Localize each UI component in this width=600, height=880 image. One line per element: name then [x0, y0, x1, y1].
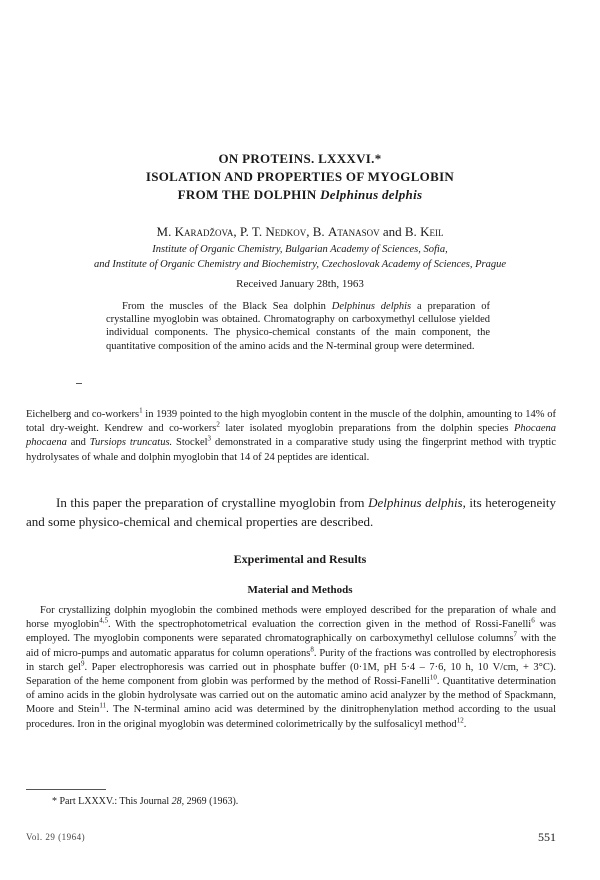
- author-2-surname: Nedkov: [265, 224, 307, 239]
- author-1-initial: M.: [156, 224, 175, 239]
- volume-label: Vol. 29 (1964): [26, 832, 86, 842]
- title-species: Delphinus delphis: [320, 187, 423, 202]
- page-number: 551: [538, 830, 556, 844]
- author-sep-1: , P. T.: [233, 224, 266, 239]
- footnote: * Part LXXXV.: This Journal 28, 2969 (1963).: [52, 796, 239, 807]
- author-3-surname: Atanasov: [327, 224, 380, 239]
- article-series-title: ON PROTEINS. LXXXVI.*: [218, 151, 382, 166]
- section-heading: Experimental and Results: [233, 552, 367, 566]
- footnote-rule: [26, 789, 106, 790]
- methods-paragraph: For crystallizing dolphin myoglobin the combined methods were employed described for the preparation of whale and horse myoglobin$^{4,5}$. With the spectrophotometrical evaluation the correction given in the method of Rossi-Fanelli$^6$ was employed. The myoglobin components were separated chromatographically on carboxymethyl cellulose columns$^7$ with the aid of micro-pumps and automatic apparatus for column operations$^8$. Purity of the fractions was controlled by electrophoresis in starch gel$^9$. Paper electrophoresis was carried out in phosphate buffer (0·1M, pH 5·4 – 7·6, 10 h, 10 V/cm, + 3°C). Separation of the heme component from globin was performed by the method of Rossi-Fanelli$^{10}$. Quantitative determination of amino acids in the globin hydrolysate was carried out on the automatic amino acid analyzer by the method of Spackmann, Moore and Stein$^{11}$. The N-terminal amino acid was determined by the dinitrophenylation method according to the usual procedures. Iron in the original myoglobin was determined colorimetrically by the sulfosalicyl method$^{12}$.: [26, 605, 556, 730]
- ref-1: 1: [139, 406, 143, 415]
- received-date: Received January 28th, 1963: [236, 278, 364, 290]
- title-prefix: FROM THE DOLPHIN: [177, 187, 321, 202]
- abstract: From the muscles of the Black Sea dolphin Delphinus delphis a preparation of crystalline myoglobin was obtained. Chromatography on carboxymethyl cellulose yielded individual components. The physico-chemical constants of the main component, the quantitative composition of the amino acids and the N-terminal group were determined.: [106, 301, 490, 352]
- abstract-species: Delphinus delphis: [331, 301, 412, 312]
- author-4-surname: Keil: [420, 224, 444, 239]
- author-1-surname: Karadžova: [174, 224, 234, 239]
- author-list: [40, 224, 560, 240]
- affiliation-line-2: and Institute of Organic Chemistry and Biochemistry, Czechoslovak Academy of Sciences, Prague: [93, 259, 507, 270]
- ref-2: 2: [216, 420, 220, 429]
- author-sep-3: and B.: [379, 224, 421, 239]
- stray-mark: [76, 383, 82, 384]
- intro-paragraph: Eichelberg and co-workers$^1$ in 1939 pointed to the high myoglobin content in the muscle of the dolphin, amounting to 14% of total dry-weight. Kendrew and co-workers$^2$ later isolated myoglobin preparations from the dolphin species Phocaena phocaena and Tursiops truncatus. Stockel$^3$ demonstrated in a comparative study using the fingerprint method with tryptic hydrolysates of whale and dolphin myoglobin that 14 of 24 peptides are identical.: [26, 406, 556, 463]
- lead-paragraph: In this paper the preparation of crystalline myoglobin from Delphinus delphis, its heterogeneity and some physico-chemical and chemical properties are described.: [26, 495, 556, 529]
- article-title-line-2: [60, 186, 540, 203]
- subsection-heading: Material and Methods: [247, 584, 353, 596]
- affiliation-line-1: Institute of Organic Chemistry, Bulgarian Academy of Sciences, Sofia,: [152, 244, 448, 255]
- ref-3: 3: [207, 434, 212, 443]
- article-title-line-1: ISOLATION AND PROPERTIES OF MYOGLOBIN: [145, 169, 455, 184]
- author-sep-2: , B.: [306, 224, 328, 239]
